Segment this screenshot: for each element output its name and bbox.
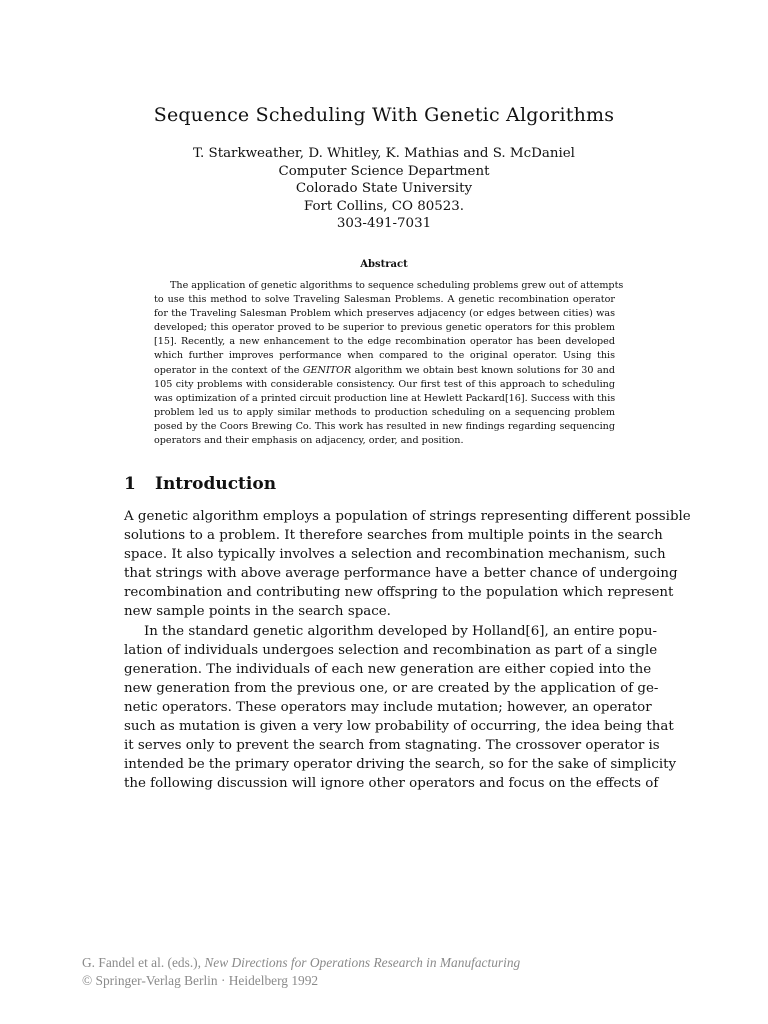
body-line: recombination and contributing new offspring to the population which represent [124, 585, 674, 601]
section-heading [124, 474, 276, 494]
author-department: Computer Science Department [278, 163, 490, 179]
author-block [0, 145, 768, 233]
abstract-line: posed by the Coors Brewing Co. This work has resulted in new findings regarding sequencing [154, 420, 615, 432]
footer-citation [82, 954, 520, 972]
body-line: new generation from the previous one, or are created by the application of ge- [124, 680, 659, 696]
body-line: that strings with above average performance have a better chance of undergoing [124, 566, 678, 582]
footer-editors: G. Fandel et al. (eds.), [82, 955, 205, 970]
abstract-heading: Abstract [360, 259, 408, 270]
body-line: lation of individuals undergoes selection and recombination as part of a single [124, 642, 658, 658]
abstract-line: for the Traveling Salesman Problem which preserves adjacency (or edges between cities) was [154, 308, 615, 320]
genitor-term: GENITOR [302, 364, 352, 376]
author-address: Fort Collins, CO 80523. [303, 198, 465, 214]
body-line: space. It also typically involves a selection and recombination mechanism, such [124, 547, 666, 563]
section-number: 1 [124, 474, 136, 494]
abstract-line: which further improves performance when compared to the original operator. Using this [154, 350, 615, 362]
abstract-line: The application of genetic algorithms to sequence scheduling problems grew out of attempts [170, 280, 624, 291]
body-line: A genetic algorithm employs a population of strings representing different possible [124, 509, 691, 524]
abstract-body [154, 279, 624, 448]
abstract-line: developed; this operator proved to be superior to previous genetic operators for this problem [154, 322, 615, 334]
body-line: intended be the primary operator driving the search, so for the sake of simplicity [124, 757, 677, 773]
page-footer [82, 954, 520, 990]
footer-copyright: © Springer-Verlag Berlin · Heidelberg 1992 [82, 973, 319, 988]
body-line: solutions to a problem. It therefore searches from multiple points in the search [124, 528, 663, 544]
body-line: the following discussion will ignore other operators and focus on the effects of [124, 776, 659, 792]
abstract-line: operators and their emphasis on adjacency, order, and position. [154, 435, 464, 447]
abstract-line: 105 city problems with considerable consistency. Our first test of this approach to scheduling [154, 378, 615, 390]
paper-title: Sequence Scheduling With Genetic Algorithms [153, 104, 615, 126]
body-line: generation. The individuals of each new generation are either copied into the [124, 661, 652, 677]
author-phone: 303-491-7031 [336, 216, 432, 231]
abstract-line: to use this method to solve Traveling Salesman Problems. A genetic recombination operator [154, 294, 615, 306]
author-names: T. Starkweather, D. Whitley, K. Mathias and S. McDaniel [193, 146, 575, 161]
body-line: In the standard genetic algorithm developed by Holland[6], an entire popu- [144, 623, 658, 639]
body-line: netic operators. These operators may include mutation; however, an operator [124, 699, 652, 715]
introduction-body [124, 507, 691, 793]
body-line: new sample points in the search space. [124, 604, 391, 620]
section-title: Introduction [155, 474, 277, 494]
author-university: Colorado State University [295, 181, 473, 196]
body-line: it serves only to prevent the search from stagnating. The crossover operator is [124, 738, 660, 754]
footer-book-title: New Directions for Operations Research in Manufacturing [204, 955, 521, 970]
abstract-line-genitor: operator in the context of the GENITOR algorithm we obtain best known solutions for 30 and [154, 364, 615, 376]
abstract-line: problem led us to apply similar methods to production scheduling on a sequencing problem [154, 406, 615, 418]
abstract-line: [15]. Recently, a new enhancement to the edge recombination operator has been developed [154, 336, 615, 348]
body-line: such as mutation is given a very low probability of occurring, the idea being that [124, 719, 674, 735]
abstract-line: was optimization of a printed circuit production line at Hewlett Packard[16]. Success with this [154, 392, 616, 404]
